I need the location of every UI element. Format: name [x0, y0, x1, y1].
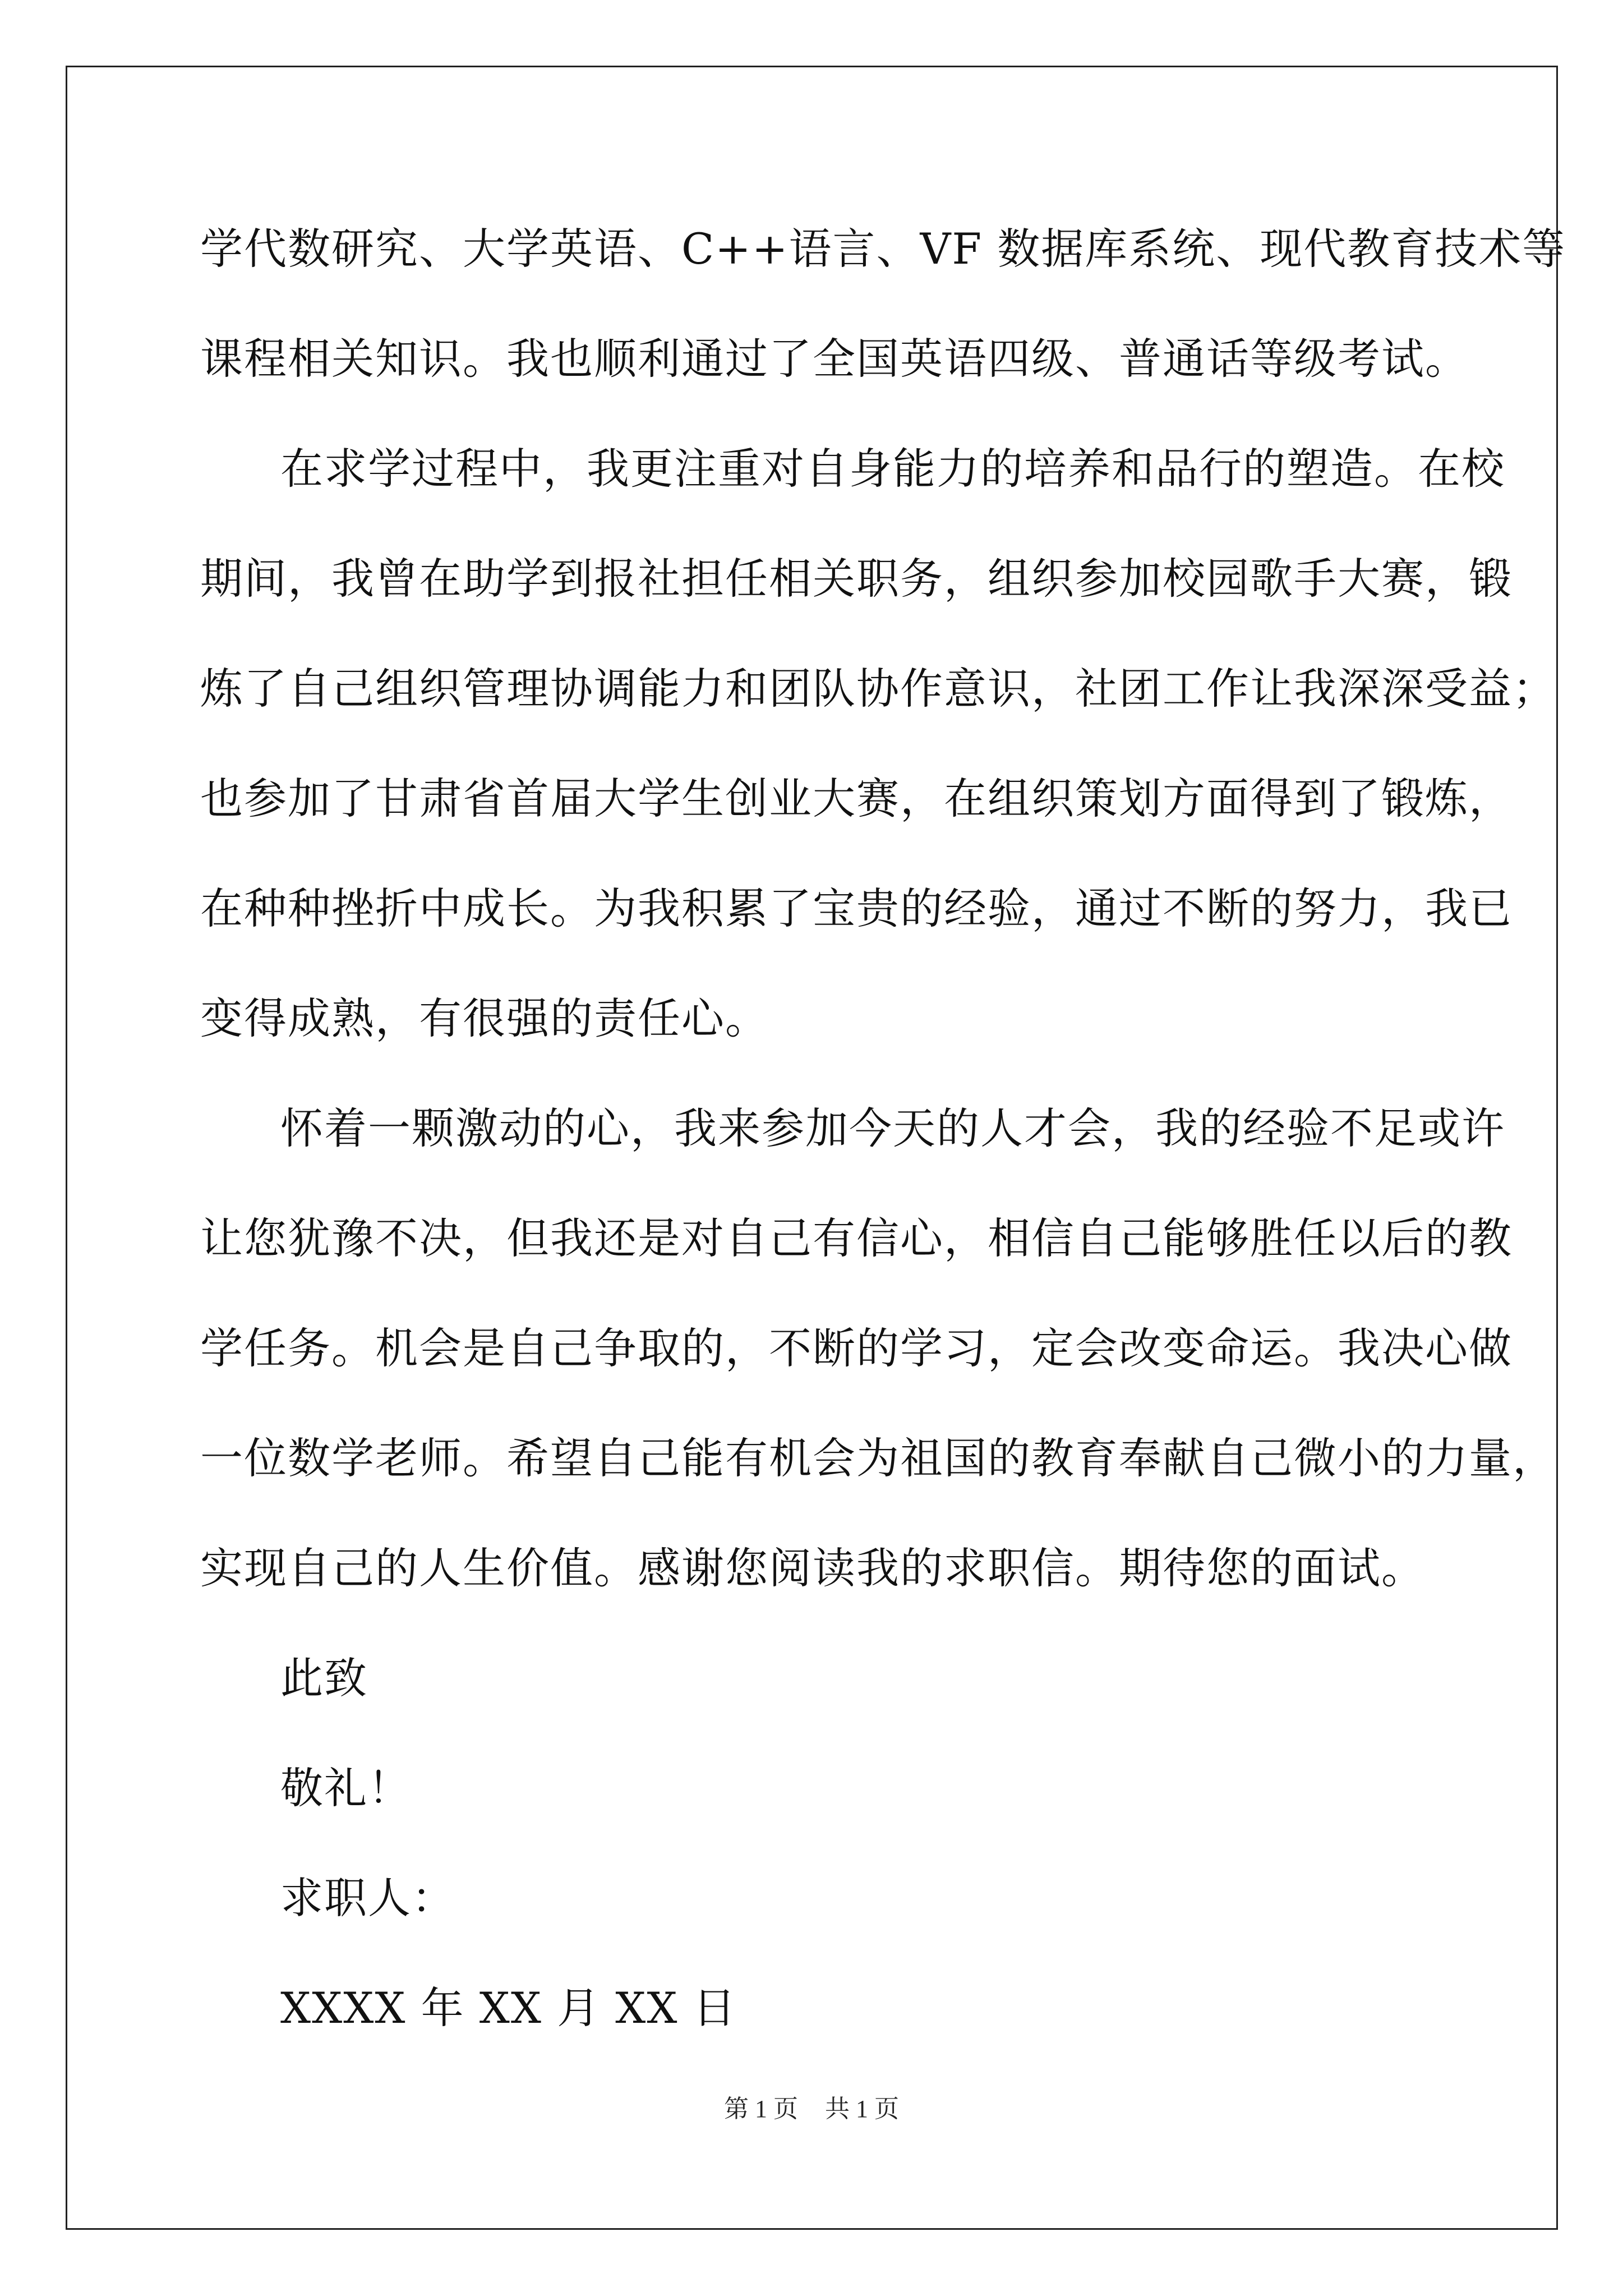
- closing-salutation: 此致: [280, 1653, 368, 1703]
- paragraph-3-line-4: 一位数学老师。希望自己能有机会为祖国的教育奉献自己微小的力量，: [200, 1433, 1556, 1483]
- letter-date: XXXX 年 XX 月 XX 日: [280, 1983, 737, 2033]
- paragraph-2-line-2: 期间，我曾在助学到报社担任相关职务，组织参加校园歌手大赛，锻: [200, 554, 1513, 604]
- paragraph-1-line-2: 课程相关知识。我也顺利通过了全国英语四级、普通话等级考试。: [200, 334, 1469, 384]
- paragraph-3-line-3: 学任务。机会是自己争取的，不断的学习，定会改变命运。我决心做: [200, 1323, 1513, 1373]
- paragraph-2-line-6: 变得成熟，有很强的责任心。: [200, 993, 769, 1043]
- paragraph-2-line-1: 在求学过程中，我更注重对自身能力的培养和品行的塑造。在校: [280, 444, 1505, 494]
- paragraph-3-line-2: 让您犹豫不决，但我还是对自己有信心，相信自己能够胜任以后的教: [200, 1213, 1513, 1263]
- paragraph-3-line-5: 实现自己的人生价值。感谢您阅读我的求职信。期待您的面试。: [200, 1543, 1425, 1593]
- closing-regards: 敬礼！: [280, 1763, 412, 1813]
- paragraph-2-line-3: 炼了自己组织管理协调能力和团队协作意识，社团工作让我深深受益；: [200, 664, 1556, 714]
- paragraph-3-line-1: 怀着一颗激动的心，我来参加今天的人才会，我的经验不足或许: [280, 1103, 1505, 1153]
- paragraph-1-line-1: 学代数研究、大学英语、C++语言、VF 数据库系统、现代教育技术等: [200, 224, 1566, 274]
- current-page-number: 第 1 页: [724, 2095, 798, 2123]
- paragraph-2-line-4: 也参加了甘肃省首届大学生创业大赛，在组织策划方面得到了锻炼，: [200, 774, 1513, 823]
- paragraph-2-line-5: 在种种挫折中成长。为我积累了宝贵的经验，通过不断的努力，我已: [200, 884, 1513, 933]
- applicant-label: 求职人：: [280, 1873, 455, 1923]
- page-footer: [0, 2092, 1623, 2126]
- total-pages: 共 1 页: [825, 2095, 899, 2123]
